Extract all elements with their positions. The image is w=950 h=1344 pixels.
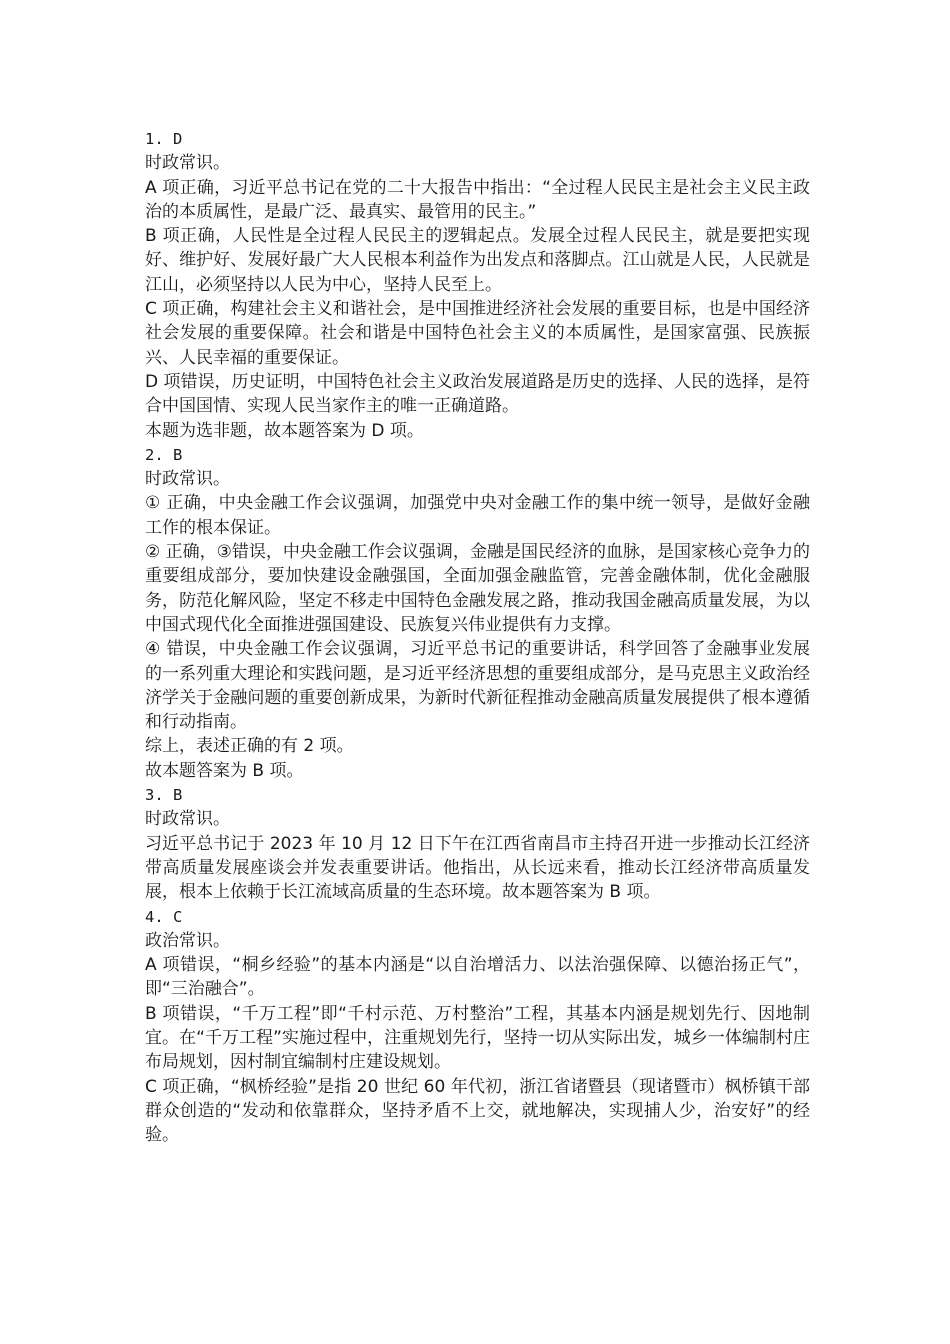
question-number: 4. C — [145, 907, 183, 926]
statement-1-analysis: ① 正确，中央金融工作会议强调，加强党中央对金融工作的集中统一领导，是做好金融工作的根本保证。 — [145, 493, 810, 538]
question-number: 2. B — [145, 445, 183, 464]
question-4 — [145, 905, 810, 1148]
statement-2-3-analysis: ② 正确，③错误，中央金融工作会议强调，金融是国民经济的血脉，是国家核心竞争力的重要组成部分，要加快建设金融强国，全面加强金融监管，完善金融体制，优化金融服务，防范化解风险，坚定不移走中国特色金融发展之路，推动我国金融高质量发展，为以中国式现代化全面推进强国建设、民族复兴伟业提供有力支撑。 — [145, 542, 810, 635]
category-label: 政治常识。 — [145, 930, 230, 951]
question-2 — [145, 443, 810, 783]
option-c-analysis: C 项正确，“枫桥经验”是指 20 世纪 60 年代初，浙江省诸暨县（现诸暨市）枫桥镇干部群众创造的“发动和依靠群众，坚持矛盾不上交，就地解决，实现捕人少，治安好”的经验。 — [145, 1076, 810, 1146]
answer-conclusion: 本题为选非题，故本题答案为 D 项。 — [145, 420, 424, 441]
category-label: 时政常识。 — [145, 469, 230, 490]
option-a-analysis: A 项正确，习近平总书记在党的二十大报告中指出：“全过程人民民主是社会主义民主政治的本质属性，是最广泛、最真实、最管用的民主。” — [145, 177, 810, 222]
answer-conclusion: 故本题答案为 B 项。 — [145, 760, 304, 781]
summary: 综上，表述正确的有 2 项。 — [145, 736, 354, 757]
option-c-analysis: C 项正确，构建社会主义和谐社会，是中国推进经济社会发展的重要目标，也是中国经济社会发展的重要保障。社会和谐是中国特色社会主义的本质属性，是国家富强、民族振兴、人民幸福的重要保证。 — [145, 299, 810, 368]
question-number: 1. D — [145, 130, 183, 148]
answer-document — [145, 127, 810, 1147]
option-d-analysis: D 项错误，历史证明，中国特色社会主义政治发展道路是历史的选择、人民的选择，是符合中国国情、实现人民当家作主的唯一正确道路。 — [145, 371, 810, 417]
option-b-analysis: B 项错误，“千万工程”即“千村示范、万村整治”工程，其基本内涵是规划先行、因地制宜。在“千万工程”实施过程中，注重规划先行，坚持一切从实际出发，城乡一体编制村庄布局规划，因村制宜编制村庄建设规划。 — [145, 1003, 810, 1073]
option-b-analysis: B 项正确，人民性是全过程人民民主的逻辑起点。发展全过程人民民主，就是要把实现好、维护好、发展好最广大人民根本利益作为出发点和落脚点。江山就是人民，人民就是江山，必须坚持以人民为中心，坚持人民至上。 — [145, 226, 810, 295]
question-1 — [145, 127, 810, 443]
question-number: 3. B — [145, 786, 183, 805]
statement-4-analysis: ④ 错误，中央金融工作会议强调，习近平总书记的重要讲话，科学回答了金融事业发展的一系列重大理论和实践问题，是习近平经济思想的重要组成部分，是马克思主义政治经济学关于金融问题的重要创新成果，为新时代新征程推动金融高质量发展提供了根本遵循和行动指南。 — [145, 639, 810, 733]
category-label: 时政常识。 — [145, 809, 230, 830]
option-a-analysis: A 项错误，“桐乡经验”的基本内涵是“以自治增活力、以法治强保障、以德治扬正气”，即“三治融合”。 — [145, 955, 810, 1000]
analysis-paragraph: 习近平总书记于 2023 年 10 月 12 日下午在江西省南昌市主持召开进一步推动长江经济带高质量发展座谈会并发表重要讲话。他指出，从长远来看，推动长江经济带高质量发展，根本上依赖于长江流域高质量的生态环境。故本题答案为 B 项。 — [145, 833, 810, 903]
category-label: 时政常识。 — [145, 153, 230, 174]
question-3 — [145, 783, 810, 904]
